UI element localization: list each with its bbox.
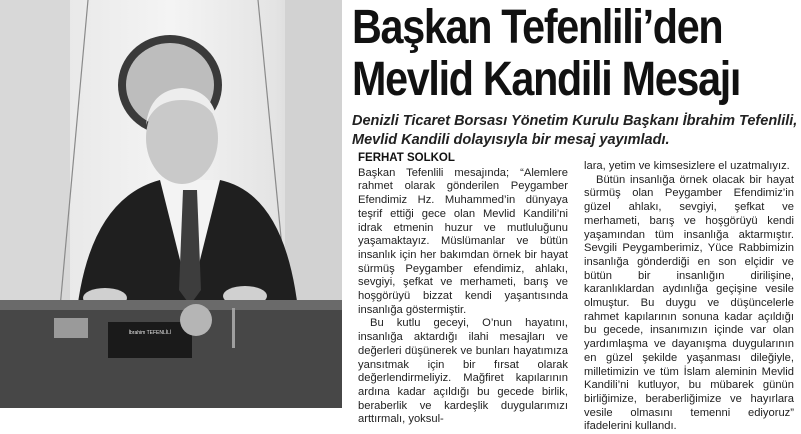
paragraph: Bütün insanlığa örnek olacak bir hayat sürmüş olan Peygamber Efendimiz’in güzel ahlakı, sevgiyi, şefkat ve merhameti, barış ve hoşgörüyü kendi yaşamından tüm insanlığa aktarmıştır. Sevgili Peygamberimiz, Yüce Rabbimizin insanlığa gönderdiği en son elçidir ve bütün bir insanlığın dirilişine, karanlıklardan aydınlığa geçişine vesile olmuştur. Bu duygu ve düşüncelerle rahmet kapılarının sonuna kadar açıldığı bu gecede, insanımızın içinde var olan yardımlaşma ve dayanışma duygularının en güzel şekilde yaşanması dileğiyle, milletimizin ve tüm İslam aleminin Mevlid Kandili’ni kutluyor, bu mübarek günün birliğimize, beraberliğimize ve hayırlara vesile olmasını temenni ediyoruz” ifadelerini kullandı.	[584, 173, 794, 433]
desk-edge	[0, 300, 342, 310]
photo-illustration	[0, 0, 342, 408]
desk-clock	[54, 318, 88, 338]
byline: FERHAT SOLKOL	[358, 152, 455, 164]
desk-globe	[180, 304, 212, 336]
pen-stand	[232, 308, 235, 348]
paragraph: Bu kutlu geceyi, O’nun hayatını, insanlığa aktardığı ilahi mesajları ve değerleri düşünerek ve bunları hayatımıza yansıtmak için bir fırsat olarak değerlendirmeliyiz. Mağfiret kapılarının ardına kadar açıldığı bu gecede birlik, beraberlik ve kardeşlik duygularımızı arttırmalı, yoksul-	[358, 317, 568, 426]
article-body	[352, 152, 798, 433]
paragraph: Başkan Tefenlili mesajında; “Alemlere rahmet olarak gönderilen Peygamber Efendimiz Hz. Muhammed’in dünyaya teşrif ettiği gece olan Mevlid Kandili’ni idrak etmenin huzur ve mutluluğunu yaşamaktayız. Müslümanlar ve bütün insanlık için her bakımdan örnek bir hayat sürmüş Peygamber efendimiz, ahlakı, sevgiyi, şefkat ve merhameti, barış ve hoşgörüyü bizzat kendi yaşantısında insanlığa göstermiştir.	[358, 166, 568, 316]
article-deck: Denizli Ticaret Borsası Yönetim Kurulu Başkanı İbrahim Tefenlili, Mevlid Kandili dolayısıyla bir mesaj yayımladı.	[352, 113, 798, 148]
article-photo	[0, 0, 342, 408]
column-2	[584, 160, 794, 434]
nameplate-text: İbrahim TEFENLİLİ	[128, 330, 172, 336]
nameplate	[108, 322, 192, 358]
headline	[352, 1, 741, 106]
headline-line-2: Mevlid Kandili Mesajı	[352, 53, 741, 106]
headline-line-1: Başkan Tefenlili’den	[352, 1, 723, 54]
paragraph-continued: lara, yetim ve kimsesizlere el uzatmalıyız.	[584, 160, 790, 172]
column-1	[358, 152, 568, 427]
